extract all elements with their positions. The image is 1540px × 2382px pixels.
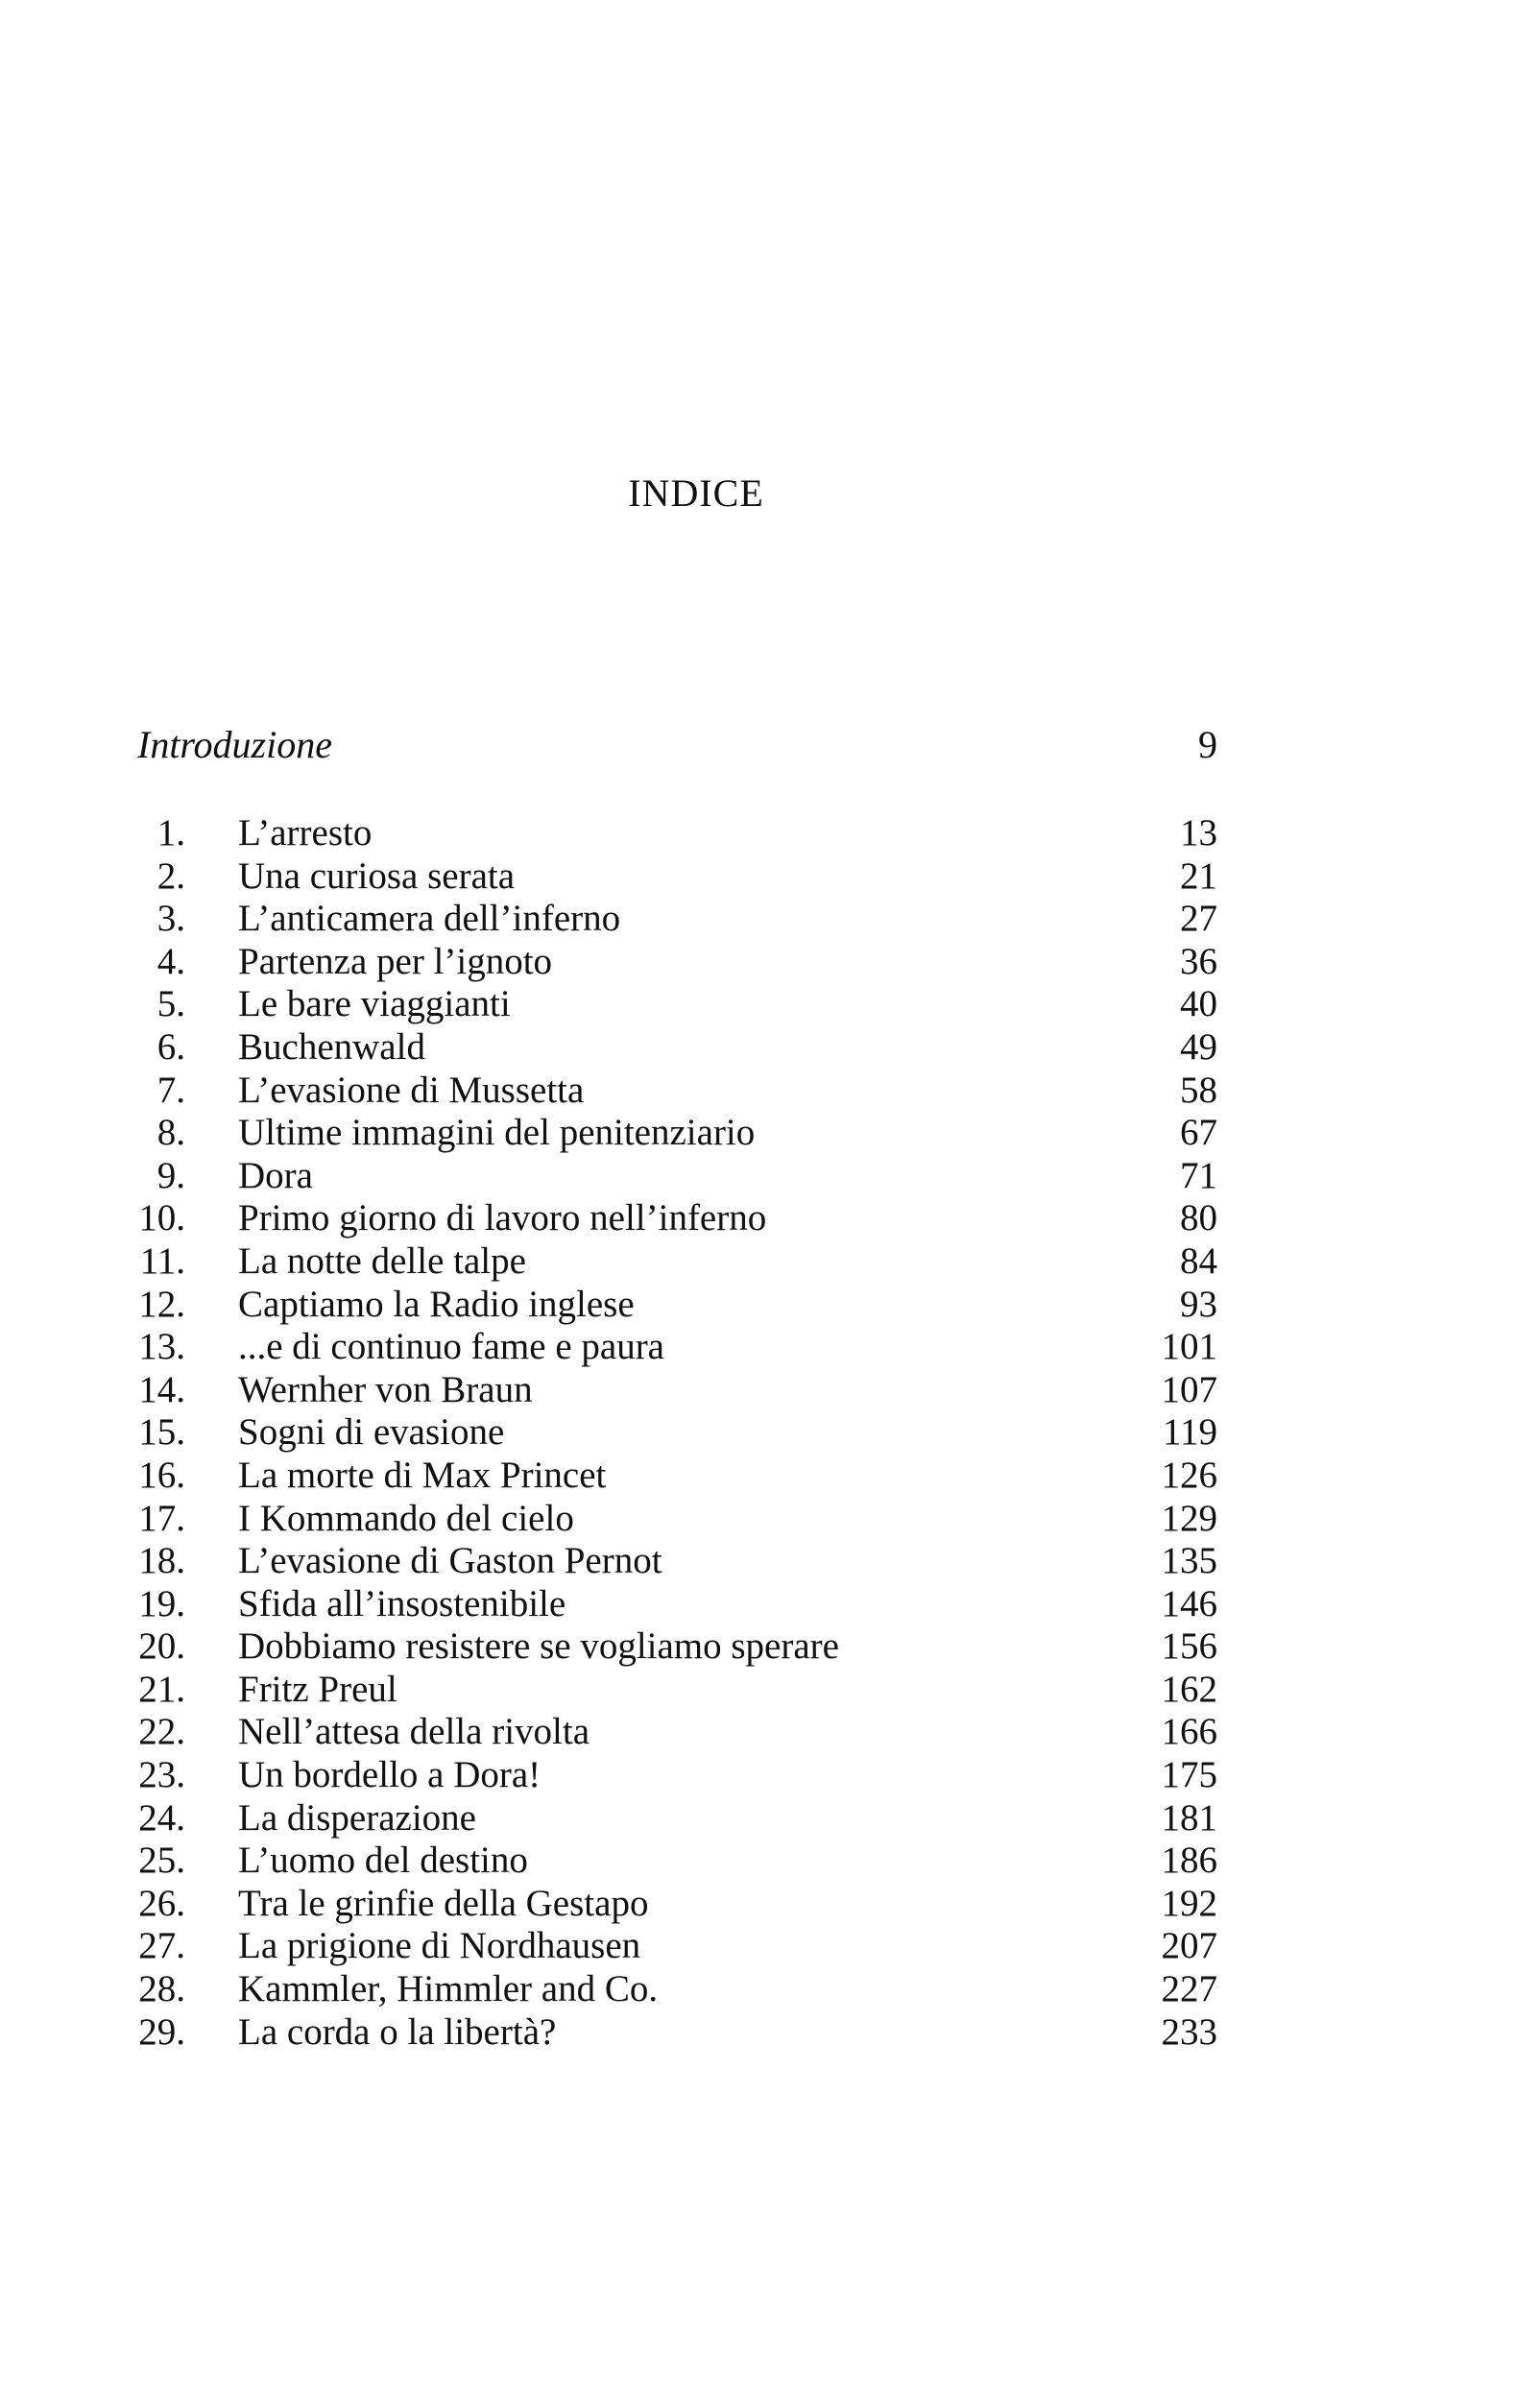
toc-entry-title: Partenza per l’ignoto <box>238 940 553 982</box>
toc-entry <box>137 1155 1217 1198</box>
toc-entry <box>137 983 1217 1026</box>
toc-entry-title: La corda o la libertà? <box>238 2010 557 2053</box>
toc-entry-title: L’uomo del destino <box>238 1840 528 1882</box>
toc-entry-title: Un bordello a Dora! <box>238 1754 541 1796</box>
toc-entry <box>137 1455 1217 1498</box>
toc-entry <box>137 1968 1217 2011</box>
toc-entry-page: 71 <box>1180 1154 1217 1196</box>
toc-entry <box>137 1197 1217 1240</box>
toc-entry-title: ...e di continuo fame e paura <box>238 1326 664 1368</box>
toc-entry-page: 80 <box>1180 1197 1217 1239</box>
toc-entry-title: La disperazione <box>238 1796 476 1839</box>
toc-entry-page: 126 <box>1161 1454 1217 1496</box>
toc-entry-title: Kammler, Himmler and Co. <box>238 1968 659 2010</box>
toc-entry-page: 119 <box>1162 1411 1217 1454</box>
toc-entry-title: Sogni di evasione <box>238 1411 505 1454</box>
toc-entry <box>137 1369 1217 1412</box>
toc-entry-number: 3. <box>156 898 185 940</box>
toc-entry-title: Captiamo la Radio inglese <box>238 1283 635 1325</box>
toc-entry-number: 22. <box>138 1711 185 1753</box>
toc-entry-number: 4. <box>156 940 185 982</box>
toc-entry-page: 58 <box>1180 1069 1217 1111</box>
toc-entry-page: 166 <box>1161 1711 1217 1753</box>
toc-entry-title: L’arresto <box>238 812 373 854</box>
toc-intro-page: 9 <box>1198 723 1217 766</box>
toc-entry-number: 20. <box>138 1625 185 1668</box>
toc-entry-number: 23. <box>138 1754 185 1796</box>
toc-entry-number: 9. <box>156 1154 185 1196</box>
toc-entry-title: Wernher von Braun <box>238 1368 533 1410</box>
toc-entry-number: 29. <box>138 2010 185 2053</box>
toc-entry <box>137 1669 1217 1712</box>
toc-entry-number: 6. <box>156 1025 185 1068</box>
toc-entry <box>137 1112 1217 1155</box>
toc-entry-number: 12. <box>138 1283 185 1325</box>
toc-intro-row <box>137 722 1217 774</box>
toc-entry-page: 36 <box>1180 940 1217 982</box>
toc-entry-page: 21 <box>1180 854 1217 897</box>
toc-entry-page: 146 <box>1161 1582 1217 1624</box>
toc-entry-number: 11. <box>139 1239 185 1282</box>
toc-entry-title: L’anticamera dell’inferno <box>238 898 621 940</box>
toc-entry-number: 5. <box>156 983 185 1025</box>
toc-entry-page: 162 <box>1161 1668 1217 1710</box>
toc-entry-title: L’evasione di Mussetta <box>238 1069 585 1111</box>
toc-entry-page: 207 <box>1161 1925 1217 1967</box>
toc-entry-page: 40 <box>1180 983 1217 1025</box>
toc-entry-page: 67 <box>1180 1112 1217 1154</box>
toc-entry <box>137 1240 1217 1284</box>
toc-entry <box>137 898 1217 941</box>
toc-entry-number: 10. <box>138 1197 185 1239</box>
toc-entry-number: 17. <box>138 1497 185 1539</box>
toc-entry-page: 49 <box>1180 1025 1217 1068</box>
toc-list <box>137 812 1217 2054</box>
toc-entry-page: 233 <box>1161 2010 1217 2053</box>
toc-entry <box>137 1411 1217 1455</box>
toc-entry-title: Ultime immagini del penitenziario <box>238 1112 756 1154</box>
toc-entry-page: 135 <box>1161 1540 1217 1582</box>
toc-entry-title: Primo giorno di lavoro nell’inferno <box>238 1197 767 1239</box>
toc-entry-number: 18. <box>138 1540 185 1582</box>
toc-entry-number: 1. <box>156 812 185 854</box>
toc-entry-number: 26. <box>138 1882 185 1924</box>
toc-intro-label: Introduzione <box>137 723 332 766</box>
toc-entry-number: 7. <box>156 1069 185 1111</box>
toc-entry <box>137 1498 1217 1541</box>
toc-entry-number: 19. <box>138 1582 185 1624</box>
toc-entry-number: 28. <box>138 1968 185 2010</box>
toc-entry-title: Sfida all’insostenibile <box>238 1582 566 1624</box>
toc-entry-title: Nell’attesa della rivolta <box>238 1711 590 1753</box>
toc-entry-number: 16. <box>138 1454 185 1496</box>
toc-entry-title: I Kommando del cielo <box>238 1497 574 1539</box>
toc-entry-page: 93 <box>1180 1283 1217 1325</box>
toc-entry-page: 181 <box>1161 1796 1217 1839</box>
toc-entry-title: La morte di Max Princet <box>238 1454 607 1496</box>
toc-entry-title: La prigione di Nordhausen <box>238 1925 641 1967</box>
toc-entry-number: 15. <box>138 1411 185 1454</box>
toc-entry-title: Fritz Preul <box>238 1668 397 1710</box>
toc-entry-title: Buchenwald <box>238 1025 425 1068</box>
toc-entry <box>137 1070 1217 1113</box>
toc-entry-number: 24. <box>138 1796 185 1839</box>
toc-entry-number: 21. <box>138 1668 185 1710</box>
toc-entry-title: Dobbiamo resistere se vogliamo sperare <box>238 1625 839 1668</box>
toc-entry-page: 129 <box>1161 1497 1217 1539</box>
toc-entry-title: L’evasione di Gaston Pernot <box>238 1540 662 1582</box>
toc-entry <box>137 1840 1217 1883</box>
toc-entry <box>137 941 1217 984</box>
toc-entry-page: 107 <box>1161 1368 1217 1410</box>
toc-entry-page: 84 <box>1180 1239 1217 1282</box>
toc-entry <box>137 1625 1217 1669</box>
toc-entry <box>137 1284 1217 1327</box>
toc-entry <box>137 1583 1217 1626</box>
toc-entry <box>137 1026 1217 1070</box>
toc-entry-number: 8. <box>156 1112 185 1154</box>
toc-entry-page: 175 <box>1161 1754 1217 1796</box>
toc-entry-number: 2. <box>156 854 185 897</box>
toc-entry-page: 27 <box>1180 898 1217 940</box>
toc-entry <box>137 1797 1217 1841</box>
toc-entry-title: Tra le grinfie della Gestapo <box>238 1882 649 1924</box>
toc-entry <box>137 2011 1217 2055</box>
toc-entry <box>137 1540 1217 1583</box>
toc-entry-title: Le bare viaggianti <box>238 983 511 1025</box>
toc-entry-page: 101 <box>1161 1326 1217 1368</box>
toc-entry-title: Una curiosa serata <box>238 854 516 897</box>
toc-entry <box>137 1326 1217 1369</box>
toc-entry <box>137 812 1217 855</box>
toc-entry-title: Dora <box>238 1154 313 1196</box>
toc-entry-page: 227 <box>1161 1968 1217 2010</box>
toc-entry-page: 192 <box>1161 1882 1217 1924</box>
toc-entry <box>137 1883 1217 1926</box>
toc-entry-number: 13. <box>138 1326 185 1368</box>
toc-entry <box>137 1711 1217 1754</box>
toc-entry-number: 27. <box>138 1925 185 1967</box>
toc-entry-page: 186 <box>1161 1840 1217 1882</box>
toc-entry-title: La notte delle talpe <box>238 1239 526 1282</box>
toc-entry <box>137 855 1217 899</box>
toc-entry <box>137 1925 1217 1968</box>
toc-entry-number: 25. <box>138 1840 185 1882</box>
toc-entry-number: 14. <box>138 1368 185 1410</box>
toc-entry <box>137 1754 1217 1797</box>
toc-entry-page: 156 <box>1161 1625 1217 1668</box>
page-title: INDICE <box>628 471 764 515</box>
toc-entry-page: 13 <box>1180 812 1217 854</box>
